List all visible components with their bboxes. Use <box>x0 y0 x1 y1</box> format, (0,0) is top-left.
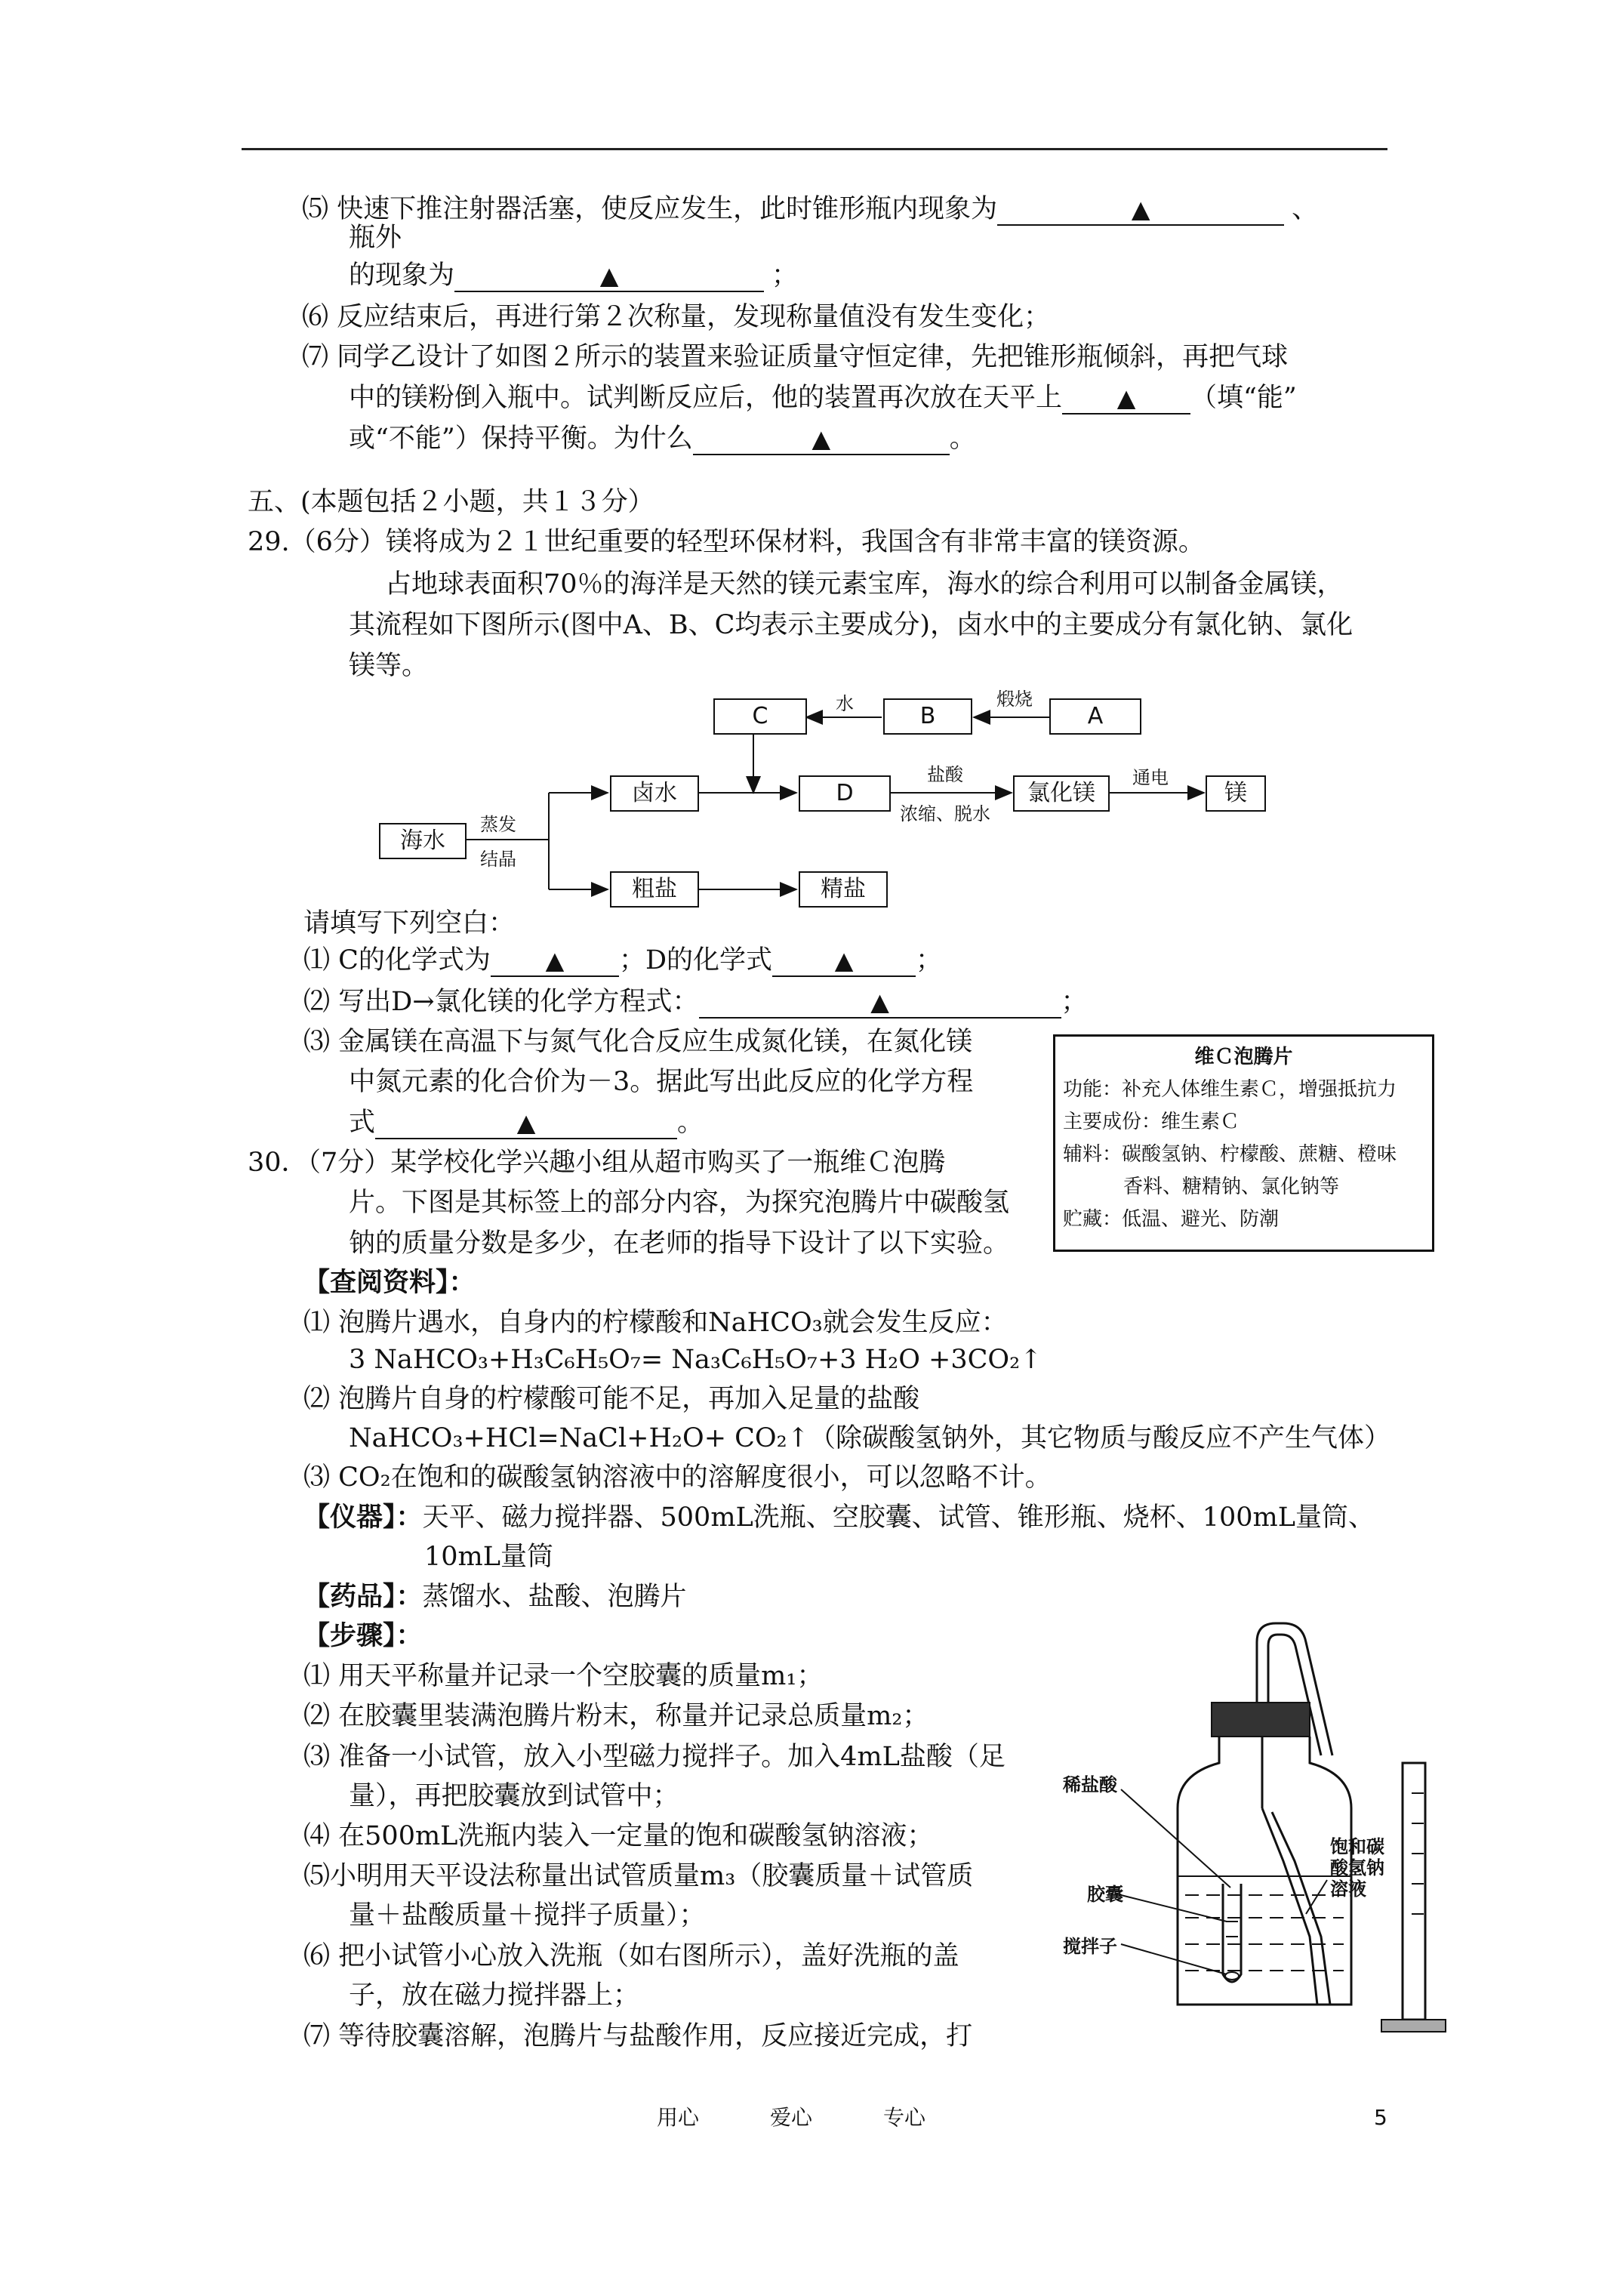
flow-box-fine-salt: 精盐 <box>799 871 888 908</box>
step-7: ⑺ 等待胶囊溶解，泡腾片与盐酸作用，反应接近完成，打 <box>303 2021 973 2051</box>
vc-main: 主要成份：维生素Ｃ <box>1063 1111 1240 1133</box>
fill-s3-l3: 式 ▲ 。 <box>349 1108 704 1138</box>
vitamin-c-label <box>1053 1034 1434 1252</box>
ref-heading: 【查阅资料】： <box>303 1267 476 1298</box>
label-solution-1: 饱和碳 <box>1330 1836 1384 1857</box>
q30-l3: 钠的质量分数是多少，在老师的指导下设计了以下实验。 <box>349 1228 1010 1259</box>
footer-c: 专心 <box>883 2105 926 2130</box>
label-capsule: 胶囊 <box>1087 1884 1123 1905</box>
fill-intro: 请填写下列空白： <box>303 908 516 938</box>
step-1: ⑴ 用天平称量并记录一个空胶囊的质量m₁； <box>303 1661 824 1691</box>
flow-box-mgcl2: 氯化镁 <box>1013 775 1110 812</box>
q30-l1: 30．（7分）某学校化学兴趣小组从超市购买了一瓶维Ｃ泡腾 <box>248 1148 946 1178</box>
flow-box-b: B <box>883 698 972 735</box>
label-stirrer: 搅拌子 <box>1063 1936 1117 1957</box>
ref-1: ⑴ 泡腾片遇水，自身内的柠檬酸和NaHCO₃就会发生反应： <box>303 1308 1008 1338</box>
fill-s3-l1: ⑶ 金属镁在高温下与氮气化合反应生成氮化镁，在氮化镁 <box>303 1027 973 1057</box>
step-6: ⑹ 把小试管小心放入洗瓶（如右图所示），盖好洗瓶的盖 <box>303 1941 959 1971</box>
label-evap1: 蒸发 <box>480 814 516 835</box>
flow-box-crude-salt: 粗盐 <box>610 871 699 908</box>
step-2: ⑵ 在胶囊里装满泡腾片粉末，称量并记录总质量m₂； <box>303 1701 929 1731</box>
q30-l2: 片。下图是其标签上的部分内容，为探究泡腾片中碳酸氢 <box>349 1188 1010 1218</box>
label-concentrate: 浓缩、脱水 <box>900 803 990 824</box>
vc-function: 功能：补充人体维生素Ｃ，增强抵抗力 <box>1063 1078 1397 1101</box>
q5-line2: 瓶外 <box>349 223 402 253</box>
footer-a: 用心 <box>657 2105 700 2130</box>
instruments-2: 10mL量筒 <box>424 1542 553 1572</box>
flow-box-seawater: 海水 <box>379 823 467 859</box>
label-solution-3: 溶液 <box>1330 1878 1366 1900</box>
q5-line1: ⑸ 快速下推注射器活塞，使反应发生，此时锥形瓶内现象为 ▲ 、 <box>302 194 1319 224</box>
vc-aux1: 辅料：碳酸氢钠、柠檬酸、蔗糖、橙味 <box>1063 1143 1397 1166</box>
q29-p3: 镁等。 <box>349 651 429 681</box>
q29-p2: 其流程如下图所示(图中A、B、C均表示主要成分)，卤水中的主要成分有氯化钠、氯化 <box>349 610 1354 640</box>
flow-box-d: D <box>799 775 891 812</box>
label-calcine: 煅烧 <box>996 689 1033 710</box>
q29-p1: 占地球表面积70％的海洋是天然的镁元素宝库，海水的综合利用可以制备金属镁， <box>385 569 1344 599</box>
step-3: ⑶ 准备一小试管，放入小型磁力搅拌子。加入4mL盐酸（足 <box>303 1742 1006 1772</box>
instruments: 【仪器】：天平、磁力搅拌器、500mL洗瓶、空胶囊、试管、锥形瓶、烧杯、100mL量筒、 <box>303 1502 1375 1533</box>
header-rule <box>242 148 1387 150</box>
label-hcl: 盐酸 <box>927 764 963 785</box>
flow-box-a: A <box>1049 698 1141 735</box>
step-4: ⑷ 在500mL洗瓶内装入一定量的饱和碳酸氢钠溶液； <box>303 1821 934 1851</box>
vc-store: 贮藏：低温、避光、防潮 <box>1063 1208 1280 1231</box>
step-3b: 量），再把胶囊放到试管中； <box>349 1781 679 1811</box>
q7-line3: 或“不能”）保持平衡。为什么 ▲ 。 <box>349 424 976 454</box>
label-evap2: 结晶 <box>480 849 516 870</box>
apparatus-drawing <box>1057 1612 1449 2035</box>
q29-head: 29.（6分）镁将成为２１世纪重要的轻型环保材料，我国含有非常丰富的镁资源。 <box>248 527 1205 557</box>
page-number: 5 <box>1374 2105 1387 2130</box>
q7-line1: ⑺ 同学乙设计了如图２所示的装置来验证质量守恒定律，先把锥形瓶倾斜，再把气球 <box>302 342 1289 372</box>
fill-s1: ⑴ C的化学式为 ▲ ；D的化学式 ▲ ； <box>303 945 943 975</box>
step-5: ⑸小明用天平设法称量出试管质量m₃（胶囊质量＋试管质 <box>303 1861 974 1891</box>
flow-box-c: C <box>713 698 807 735</box>
footer-b: 爱心 <box>770 2105 813 2130</box>
section-5-title: 五、(本题包括２小题，共１３分） <box>248 487 654 517</box>
flow-box-mg: 镁 <box>1206 775 1266 812</box>
q5-line3: 的现象为 ▲ ； <box>349 260 799 291</box>
label-dilute-acid: 稀盐酸 <box>1063 1774 1117 1795</box>
vc-title: 维Ｃ泡腾片 <box>1194 1046 1293 1068</box>
ref-1-eq: 3 NaHCO₃+H₃C₆H₅O₇= Na₃C₆H₅O₇+3 H₂O +3CO₂↑ <box>349 1345 1042 1375</box>
step-6b: 子，放在磁力搅拌器上； <box>349 1980 640 2011</box>
label-water: 水 <box>836 693 854 714</box>
q7-line2: 中的镁粉倒入瓶中。试判断反应后，他的装置再次放在天平上 ▲ （填“能” <box>349 383 1297 413</box>
fill-s3-l2: 中氮元素的化合价为－3。据此写出此反应的化学方程 <box>349 1067 974 1097</box>
steps-heading: 【步骤】： <box>303 1620 423 1651</box>
label-electrolysis: 通电 <box>1132 767 1169 788</box>
drugs: 【药品】：蒸馏水、盐酸、泡腾片 <box>303 1581 687 1612</box>
ref-2-eq: NaHCO₃+HCl=NaCl+H₂O+ CO₂↑（除碳酸氢钠外，其它物质与酸反应不产生气体） <box>349 1423 1390 1453</box>
vc-aux2: 香料、糖精钠、氯化钠等 <box>1123 1176 1340 1198</box>
ref-2: ⑵ 泡腾片自身的柠檬酸可能不足，再加入足量的盐酸 <box>303 1384 920 1414</box>
ref-3: ⑶ CO₂在饱和的碳酸氢钠溶液中的溶解度很小，可以忽略不计。 <box>303 1462 1052 1493</box>
label-solution-2: 酸氢钠 <box>1330 1857 1384 1878</box>
fill-s2: ⑵ 写出D→氯化镁的化学方程式： ▲ ； <box>303 987 1088 1017</box>
q6: ⑹ 反应结束后，再进行第２次称量，发现称量值没有发生变化； <box>302 302 1051 332</box>
step-5b: 量＋盐酸质量＋搅拌子质量）； <box>349 1900 706 1931</box>
flow-box-brine: 卤水 <box>610 775 699 812</box>
